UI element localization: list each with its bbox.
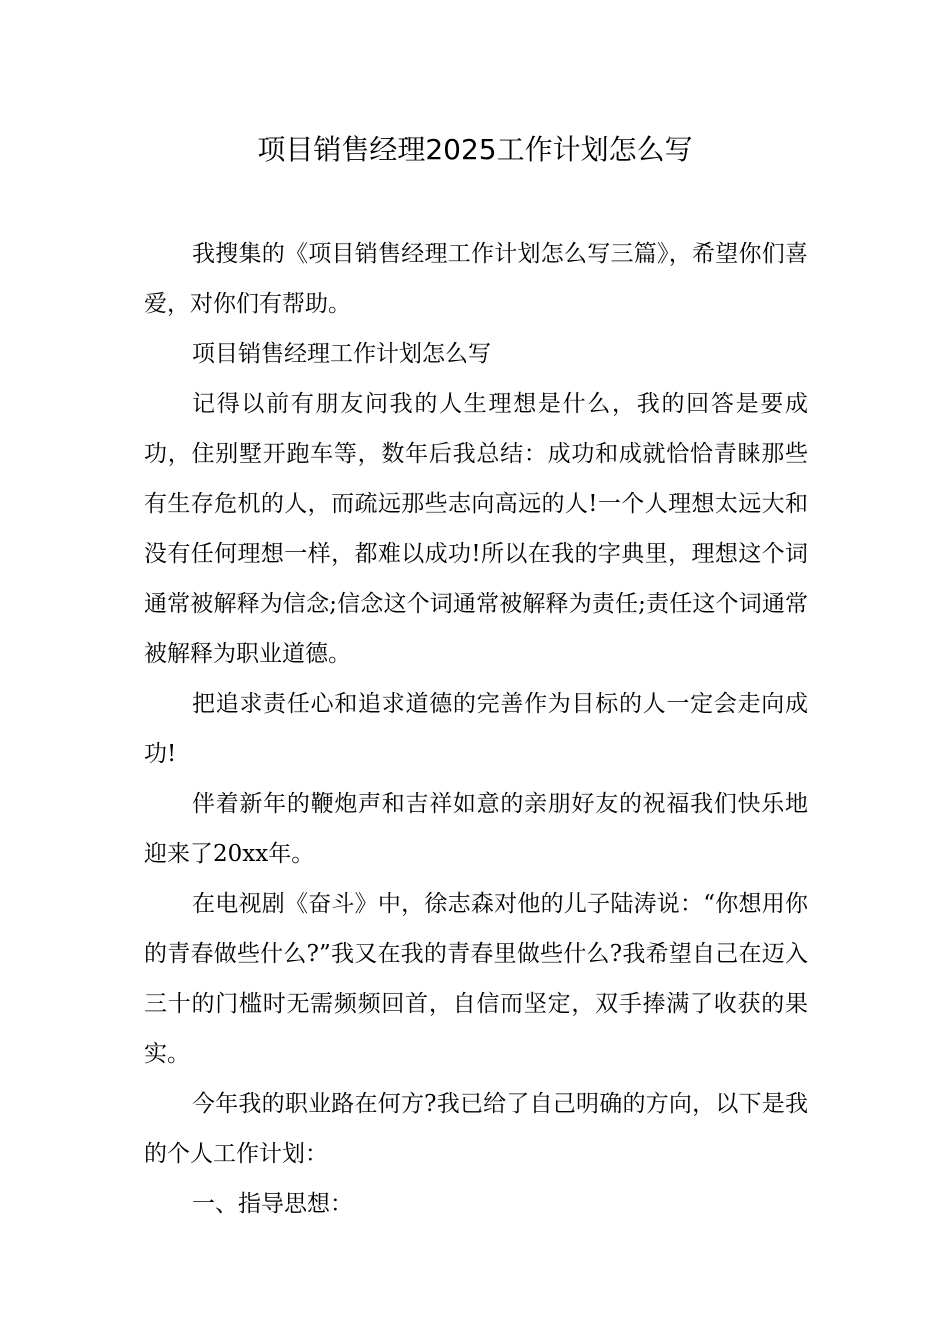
- document-body: [144, 229, 808, 1229]
- paragraph-success: 把追求责任心和追求道德的完善作为目标的人一定会走向成功!: [144, 691, 808, 767]
- paragraph-career-path: 今年我的职业路在何方?我已给了自己明确的方向，以下是我的个人工作计划：: [144, 1091, 808, 1167]
- paragraph-ideals: 记得以前有朋友问我的人生理想是什么，我的回答是要成功，住别墅开跑车等，数年后我总结：成功和成就恰恰青睐那些有生存危机的人，而疏远那些志向高远的人!一个人理想太远大和没有任何理想一样，都难以成功!所以在我的字典里，理想这个词通常被解释为信念;信念这个词通常被解释为责任;责任这个词通常被解释为职业道德。: [144, 391, 808, 667]
- paragraph-subtitle: 项目销售经理工作计划怎么写: [192, 341, 491, 367]
- paragraph-intro: 我搜集的《项目销售经理工作计划怎么写三篇》，希望你们喜爱，对你们有帮助。: [144, 241, 808, 317]
- paragraph-drama-quote: 在电视剧《奋斗》中，徐志森对他的儿子陆涛说：“你想用你的青春做些什么?”我又在我的青春里做些什么?我希望自己在迈入三十的门槛时无需频频回首，自信而坚定，双手捧满了收获的果实。: [144, 891, 808, 1067]
- section-heading-guiding-thought: 一、指导思想：: [192, 1191, 353, 1217]
- paragraph-new-year: 伴着新年的鞭炮声和吉祥如意的亲朋好友的祝福我们快乐地迎来了20xx年。: [144, 791, 808, 867]
- document-title: 项目销售经理2025工作计划怎么写: [257, 133, 693, 166]
